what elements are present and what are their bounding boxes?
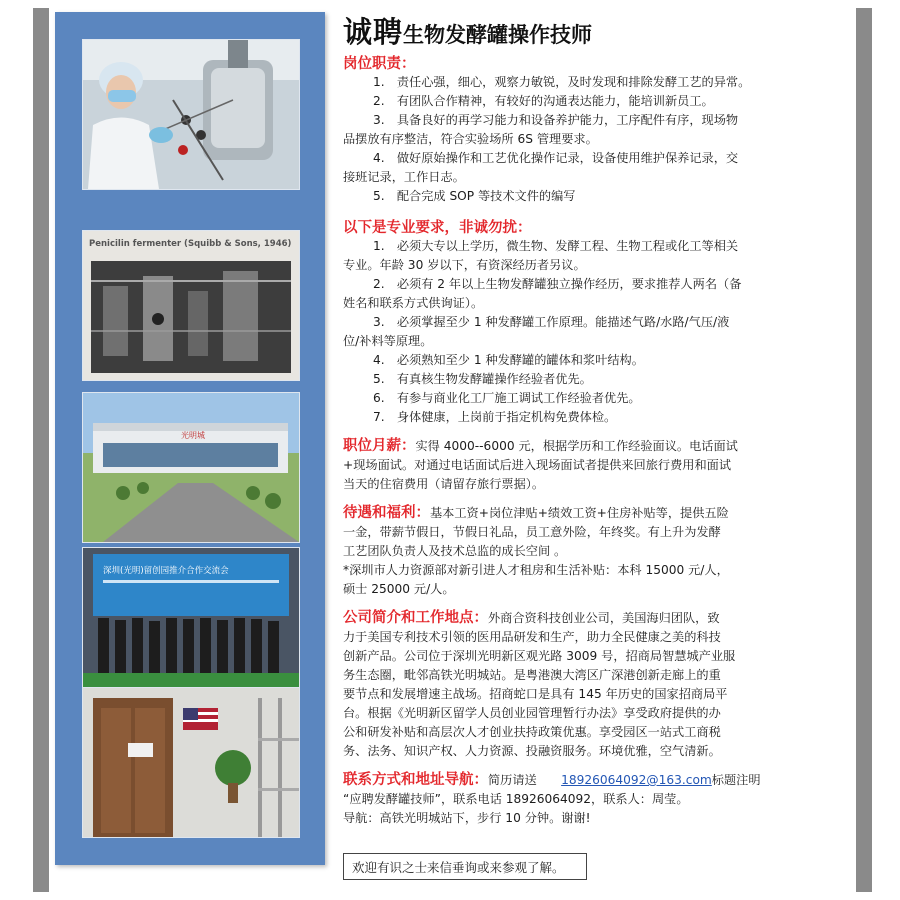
company-line: 公和研发补贴和高层次人才创业扶持政策优惠。享受园区一站式工商税 (343, 725, 721, 739)
requirement-item: 5. 有真核生物发酵罐操作经验者优先。 (373, 372, 592, 386)
email-link[interactable]: 18926064092@163.com (561, 773, 712, 787)
salary-line: 当天的住宿费用（请留存旅行票据）。 (343, 477, 545, 491)
left-margin-bar (33, 8, 49, 892)
requirement-item: 2. 必须有 2 年以上生物发酵罐独立操作经历，要求推荐人两名（备 (373, 277, 742, 291)
requirement-item-cont: 姓名和联系方式供询证）。 (343, 296, 484, 310)
title-position: 生物发酵罐操作技师 (403, 23, 593, 47)
requirements-section (343, 216, 793, 427)
photo-lab-fermenter (82, 39, 300, 190)
contact-line3: 导航：高铁光明城站下，步行 10 分钟。谢谢! (343, 811, 591, 825)
duty-item: 4. 做好原始操作和工艺优化操作记录，设备使用维护保养记录，交 (373, 151, 739, 165)
contact-line2: “应聘发酵罐技师”，联系电话 18926064092，联系人：周莹。 (343, 792, 689, 806)
company-line: 台。根据《光明新区留学人员创业园管理暂行办法》享受政府提供的办 (343, 706, 721, 720)
duty-item-cont: 接班记录，工作日志。 (343, 170, 465, 184)
company-line: 外商合资科技创业公司，美国海归团队，致 (488, 611, 720, 625)
requirement-item: 4. 必须熟知至少 1 种发酵罐的罐体和浆叶结构。 (373, 353, 644, 367)
salary-line: +现场面试。对通过电话面试后进入现场面试者提供来回旅行费用和面试 (343, 458, 732, 472)
requirement-item-cont: 专业。年龄 30 岁以下，有资深经历者另议。 (343, 258, 586, 272)
photo-historic-caption: Penicilin fermenter (Squibb & Sons, 1946) (89, 239, 292, 249)
photo-station-sign: 光明城 (181, 431, 205, 440)
benefits-line: 基本工资+岗位津贴+绩效工资+住房补贴等，提供五险 (430, 506, 729, 520)
photo-office-door (82, 687, 300, 838)
benefits-line: 一金，带薪节假日，节假日礼品，员工意外险，年终奖。有上升为发酵 (343, 525, 721, 539)
benefits-heading: 待遇和福利： (343, 505, 430, 521)
requirements-heading: 以下是专业要求，非诚勿扰： (343, 220, 532, 236)
requirement-item: 6. 有参与商业化工厂施工调试工作经验者优先。 (373, 391, 641, 405)
contact-heading: 联系方式和地址导航： (343, 772, 488, 788)
benefits-line: 工艺团队负责人及技术总监的成长空间 。 (343, 544, 567, 558)
photo-conference (82, 547, 300, 698)
company-line: 创新产品。公司位于深圳光明新区观光路 3009 号，招商局智慧城产业服 (343, 649, 736, 663)
requirement-item-cont: 位/补料等原理。 (343, 334, 433, 348)
benefits-line: 硕士 25000 元/人。 (343, 582, 455, 596)
photo-panel (55, 12, 325, 865)
duty-item: 2. 有团队合作精神，有较好的沟通表达能力，能培训新员工。 (373, 94, 714, 108)
photo-station (82, 392, 300, 543)
page-title (343, 10, 793, 50)
company-line: 力于美国专利技术引领的医用品研发和生产，助力全民健康之美的科技 (343, 630, 721, 644)
contact-line1-post: 标题注明 (711, 773, 761, 787)
duty-item: 3. 具备良好的再学习能力和设备养护能力，工序配件有序，现场物 (373, 113, 739, 127)
welcome-box: 欢迎有识之士来信垂询或来参观了解。 (343, 853, 587, 880)
company-line: 务生态圈，毗邻高铁光明城站。是粤港澳大湾区广深港创新走廊上的重 (343, 668, 721, 682)
duties-section (343, 52, 793, 206)
salary-heading: 职位月薪： (343, 438, 416, 454)
requirement-item: 7. 身体健康，上岗前于指定机构免费体检。 (373, 410, 617, 424)
photo-conference-banner: 深圳(光明)留创园推介合作交流会 (103, 566, 229, 576)
salary-line: 实得 4000--6000 元，根据学历和工作经验面议。电话面试 (415, 439, 738, 453)
duty-item: 5. 配合完成 SOP 等技术文件的编写 (373, 189, 576, 203)
duties-heading: 岗位职责： (343, 56, 416, 72)
benefits-line: *深圳市人力资源部对新引进人才租房和生活补贴：本科 15000 元/人， (343, 563, 729, 577)
contact-line1-pre: 简历请送 (488, 773, 562, 787)
contact-section (343, 771, 793, 828)
benefits-section (343, 504, 793, 599)
requirement-item: 1. 必须大专以上学历，微生物、发酵工程、生物工程或化工等相关 (373, 239, 739, 253)
right-margin-bar (856, 8, 872, 892)
salary-section (343, 437, 793, 494)
job-posting (343, 10, 793, 828)
duty-item: 1. 责任心强，细心，观察力敏锐，及时发现和排除发酵工艺的异常。 (373, 75, 751, 89)
title-prefix: 诚聘 (343, 15, 404, 49)
photo-historic-fermenter (82, 230, 300, 381)
company-heading: 公司简介和工作地点： (343, 610, 488, 626)
company-line: 务、法务、知识产权、人力资源、投融资服务。环境优雅，空气清新。 (343, 744, 721, 758)
company-line: 要节点和发展增速主战场。招商蛇口是具有 145 年历史的国家招商局平 (343, 687, 728, 701)
duty-item-cont: 品摆放有序整洁，符合实验场所 6S 管理要求。 (343, 132, 598, 146)
company-section (343, 609, 793, 761)
requirement-item: 3. 必须掌握至少 1 种发酵罐工作原理。能描述气路/水路/气压/液 (373, 315, 730, 329)
